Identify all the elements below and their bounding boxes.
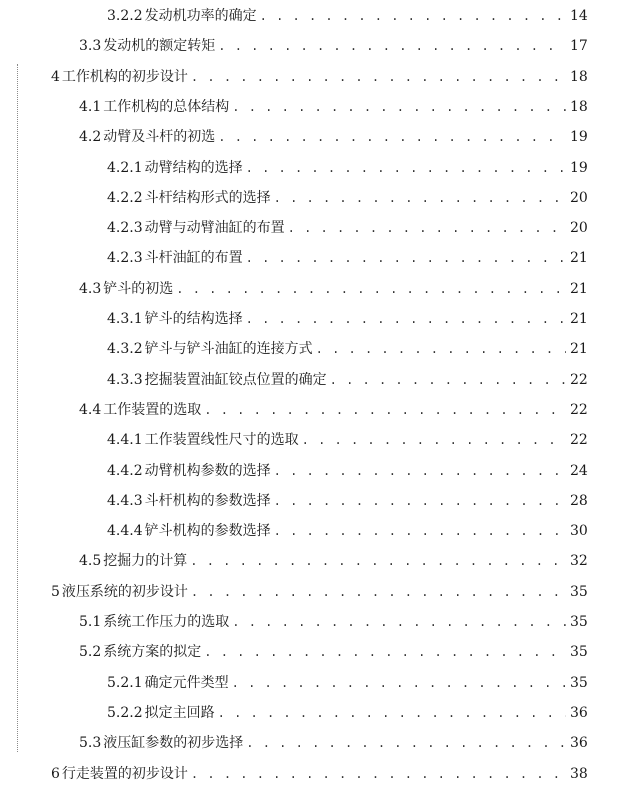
toc-entry-title: 铲斗与铲斗油缸的连接方式 — [144, 341, 313, 358]
toc-entry[interactable] — [107, 490, 586, 512]
toc-dot-leader — [246, 732, 566, 754]
toc-entry[interactable] — [107, 247, 586, 269]
toc-entry-page-number: 35 — [570, 644, 588, 661]
toc-entry[interactable] — [79, 96, 586, 118]
toc-entry-title: 动臂及斗杆的初选 — [103, 129, 216, 146]
toc-entry[interactable] — [107, 702, 586, 724]
toc-entry-page-number: 35 — [570, 674, 588, 691]
toc-entry-title: 动臂机构参数的选择 — [144, 462, 271, 479]
toc-entry[interactable] — [79, 35, 586, 57]
toc-entry-title: 系统工作压力的选取 — [103, 614, 230, 630]
toc-entry[interactable] — [107, 217, 586, 239]
toc-entry-number: 4.4 — [79, 401, 102, 418]
toc-dot-leader — [274, 520, 566, 542]
toc-entry[interactable] — [107, 460, 586, 482]
toc-dot-leader — [330, 369, 566, 391]
toc-entry-page-number: 22 — [570, 432, 588, 449]
toc-entry-title: 挖掘装置油缸铰点位置的确定 — [144, 371, 327, 388]
toc-entry-title: 发动机功率的确定 — [144, 8, 257, 24]
toc-entry-number: 5.2 — [79, 644, 102, 661]
toc-entry-page-number: 20 — [570, 220, 588, 237]
toc-dot-leader — [288, 217, 566, 239]
toc-entry-title: 工作机构的总体结构 — [103, 98, 230, 115]
toc-entry-page-number: 17 — [570, 38, 588, 55]
toc-dot-leader — [316, 338, 566, 360]
toc-entry-title: 发动机的额定转矩 — [103, 38, 216, 55]
toc-dot-leader — [218, 35, 566, 57]
toc-entry[interactable] — [79, 399, 586, 421]
toc-entry-title: 斗杆机构的参数选择 — [144, 492, 271, 509]
toc-entry-page-number: 22 — [570, 371, 588, 388]
toc-entry-title: 铲斗的结构选择 — [144, 311, 243, 327]
toc-dot-leader — [190, 550, 566, 572]
toc-entry-page-number: 35 — [570, 614, 588, 630]
toc-entry-title: 铲斗机构的参数选择 — [144, 523, 271, 540]
toc-entry[interactable] — [107, 338, 586, 360]
toc-entry[interactable] — [107, 520, 586, 542]
toc-entry[interactable] — [107, 672, 586, 694]
toc-entry[interactable] — [79, 611, 586, 633]
toc-entry-page-number: 38 — [570, 765, 588, 782]
toc-entry-number: 4.3.1 — [107, 311, 143, 327]
toc-dot-leader — [260, 5, 566, 27]
toc-entry[interactable] — [107, 429, 586, 451]
toc-entry-title: 工作装置的选取 — [103, 401, 202, 418]
toc-entry-title: 工作机构的初步设计 — [61, 68, 188, 85]
toc-dot-leader — [246, 247, 566, 269]
toc-entry-page-number: 21 — [570, 311, 588, 327]
toc-dot-leader — [204, 641, 566, 663]
toc-entry-title: 确定元件类型 — [144, 674, 229, 691]
toc-entry-number: 4.2 — [79, 129, 102, 146]
toc-entry[interactable] — [51, 763, 586, 785]
toc-entry-page-number: 18 — [570, 98, 588, 115]
toc-dot-leader — [191, 581, 566, 603]
toc-dot-leader — [246, 157, 566, 179]
toc-entry-number: 4.3.3 — [107, 371, 143, 388]
toc-dot-leader — [232, 96, 566, 118]
toc-entry-page-number: 22 — [570, 401, 588, 418]
toc-dot-leader — [232, 611, 566, 633]
toc-entry-page-number: 14 — [570, 8, 588, 24]
toc-dot-leader — [204, 399, 566, 421]
toc-entry-page-number: 21 — [570, 341, 588, 358]
toc-entry-number: 4.2.3 — [107, 220, 143, 237]
toc-entry[interactable] — [79, 641, 586, 663]
toc-entry-title: 动臂与动臂油缸的布置 — [144, 220, 285, 237]
toc-dot-leader — [218, 126, 566, 148]
toc-entry-number: 4.4.2 — [107, 462, 143, 479]
toc-entry-page-number: 19 — [570, 129, 588, 146]
toc-entry[interactable] — [107, 369, 586, 391]
toc-entry[interactable] — [79, 126, 586, 148]
toc-entry-title: 液压缸参数的初步选择 — [103, 735, 244, 752]
toc-entry-page-number: 19 — [570, 159, 588, 176]
toc-entry-number: 4.4.4 — [107, 523, 143, 540]
toc-entry-number: 4.3.2 — [107, 341, 143, 358]
toc-entry-page-number: 20 — [570, 189, 588, 206]
toc-entry-number: 4.4.1 — [107, 432, 143, 449]
toc-entry[interactable] — [107, 187, 586, 209]
toc-entry-title: 铲斗的初选 — [103, 280, 174, 297]
toc-entry-number: 4.5 — [79, 553, 102, 570]
toc-entry-number: 4.4.3 — [107, 492, 143, 509]
toc-entry-page-number: 32 — [570, 553, 588, 570]
toc-entry-title: 行走装置的初步设计 — [61, 765, 188, 782]
toc-entry-number: 5.1 — [79, 614, 102, 630]
toc-dot-leader — [176, 278, 566, 300]
toc-entry[interactable] — [79, 550, 586, 572]
toc-entry[interactable] — [107, 308, 586, 330]
toc-dot-leader — [218, 702, 566, 724]
toc-dot-leader — [274, 490, 566, 512]
toc-entry-title: 系统方案的拟定 — [103, 644, 202, 661]
toc-entry-title: 斗杆油缸的布置 — [144, 250, 243, 267]
toc-entry-number: 4.2.2 — [107, 189, 143, 206]
toc-entry-title: 挖掘力的计算 — [103, 553, 188, 570]
toc-entry-number: 3.3 — [79, 38, 102, 55]
toc-entry-page-number: 21 — [570, 250, 588, 267]
toc-entry-title: 拟定主回路 — [144, 704, 215, 721]
toc-entry-title: 工作装置线性尺寸的选取 — [144, 432, 299, 449]
toc-entry-title: 液压系统的初步设计 — [61, 583, 188, 600]
toc-entry[interactable] — [79, 278, 586, 300]
toc-entry-number: 5 — [51, 583, 60, 600]
toc-entry-number: 3.2.2 — [107, 8, 143, 24]
toc-entry-page-number: 21 — [570, 280, 588, 297]
toc-dot-leader — [246, 308, 566, 330]
toc-dot-leader — [191, 66, 566, 88]
toc-entry-number: 5.2.2 — [107, 704, 143, 721]
toc-entry-page-number: 18 — [570, 68, 588, 85]
toc-entry-title: 动臂结构的选择 — [144, 159, 243, 176]
toc-dot-leader — [232, 672, 566, 694]
toc-entry-page-number: 28 — [570, 492, 588, 509]
toc-entry-page-number: 30 — [570, 523, 588, 540]
toc-entry-number: 4.1 — [79, 98, 102, 115]
toc-entry-number: 4.2.1 — [107, 159, 143, 176]
toc-entry-page-number: 35 — [570, 583, 588, 600]
toc-entry-page-number: 36 — [570, 704, 588, 721]
toc-dot-leader — [274, 460, 566, 482]
toc-dot-leader — [302, 429, 566, 451]
toc-entry[interactable] — [51, 581, 586, 603]
toc-entry-number: 4 — [51, 68, 60, 85]
toc-entry-number: 4.2.3 — [107, 250, 143, 267]
toc-entry-title: 斗杆结构形式的选择 — [144, 189, 271, 206]
toc-entry-page-number: 36 — [570, 735, 588, 752]
toc-dot-leader — [274, 187, 566, 209]
toc-entry-number: 5.2.1 — [107, 674, 143, 691]
toc-entry-page-number: 24 — [570, 462, 588, 479]
toc-entry-number: 6 — [51, 765, 60, 782]
margin-dotted-line — [17, 64, 18, 752]
toc-entry[interactable] — [79, 732, 586, 754]
toc-entry-number: 5.3 — [79, 735, 102, 752]
toc-entry[interactable] — [107, 157, 586, 179]
toc-entry[interactable] — [107, 5, 586, 27]
toc-entry-number: 4.3 — [79, 280, 102, 297]
toc-entry[interactable] — [51, 66, 586, 88]
toc-dot-leader — [191, 763, 566, 785]
